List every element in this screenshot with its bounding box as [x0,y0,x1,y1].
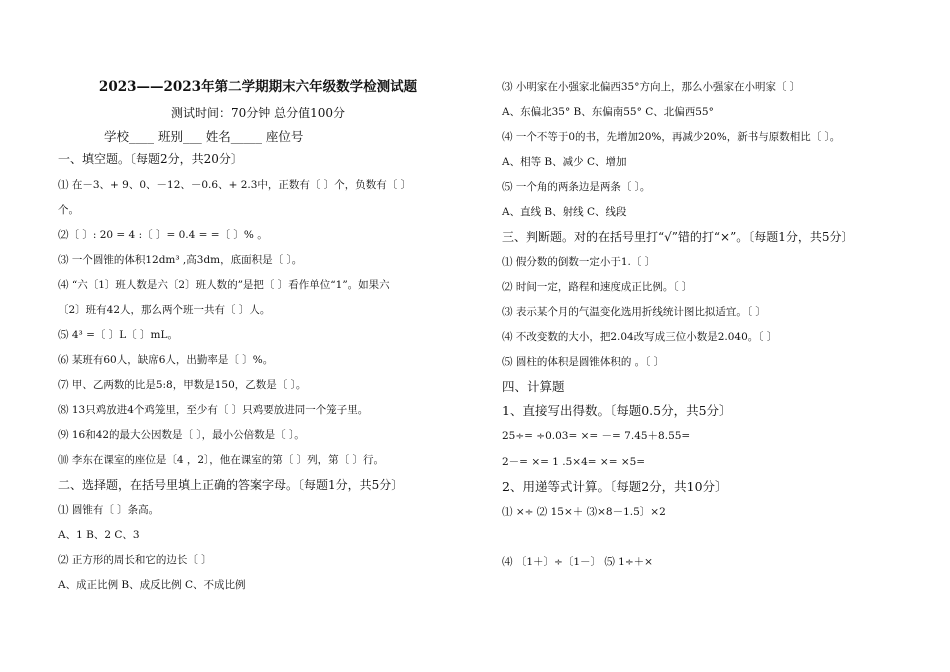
left-line-1: 一、填空题。〔每题2分，共20分〕 [58,152,243,166]
right-line-14: 1、直接写出得数。〔每题0.5分，共5分〕 [502,403,732,418]
left-line-9: ⑹ 某班有60人，缺席6人，出勤率是〔 〕%。 [58,354,274,366]
right-line-10: ⑶ 表示某个月的气温变化选用折线统计图比拟适宜。〔 〕 [502,306,766,318]
student-info-line: 学校____ 班别___ 姓名_____ 座位号 [104,129,304,144]
left-line-2: ⑴ 在－3、+ 9、0、－12、－0.6、+ 2.3中，正数有〔 〕个，负数有〔 〕 [58,179,412,191]
left-line-13: ⑽ 李东在课室的座位是〔4 ，2〕，他在课室的第〔 〕列，第〔 〕行。 [58,454,384,466]
right-line-8: ⑴ 假分数的倒数一定小于1.〔 〕 [502,256,656,268]
left-line-12: ⑼ 16和42的最大公因数是〔 〕，最小公倍数是〔 〕。 [58,429,305,441]
right-line-13: 四、计算题 [502,379,565,394]
right-line-12: ⑸ 圆柱的体积是圆锥体积的 。〔 〕 [502,356,665,368]
left-line-5: ⑶ 一个圆锥的体积12dm³ ,高3dm，底面积是〔 〕。 [58,254,303,266]
left-line-8: ⑸ 4³ =〔 〕L〔 〕mL。 [58,329,178,341]
exam-subtitle: 测试时间：70分钟 总分值100分 [171,106,345,120]
left-line-6: ⑷ “六〔1〕班人数是六〔2〕班人数的”是把〔 〕看作单位“1”。如果六 [58,279,390,291]
right-line-1: ⑶ 小明家在小强家北偏西35°方向上，那么小强家在小明家〔 〕 [502,81,801,93]
exam-title: 2023——2023年第二学期期末六年级数学检测试题 [98,79,418,95]
right-line-3: ⑷ 一个不等于0的书，先增加20%，再减少20%，新书与原数相比〔 〕。 [502,131,841,143]
right-line-15: 25÷= ÷0.03= ×= －= 7.45＋8.55= [502,430,691,442]
left-line-15: ⑴ 圆锥有〔 〕条高。 [58,504,160,516]
left-line-14: 二、选择题，在括号里填上正确的答案字母。〔每题1分，共5分〕 [58,478,404,492]
right-line-5: ⑸ 一个角的两条边是两条〔 〕。 [502,181,651,193]
left-line-3: 个。 [58,204,79,216]
left-line-4: ⑵〔 〕: 20 = 4 :〔 〕= 0.4 = =〔 〕% 。 [58,229,268,241]
right-line-4: A、相等 B、减少 C、增加 [502,156,627,168]
left-line-11: ⑻ 13只鸡放进4个鸡笼里，至少有〔 〕只鸡要放进同一个笼子里。 [58,404,369,416]
left-line-18: A、成正比例 B、成反比例 C、不成比例 [58,579,246,591]
right-line-7: 三、判断题。对的在括号里打“√”错的打“×”。〔每题1分，共5分〕 [502,230,854,244]
right-line-16: 2－= ×= 1 .5×4= ×= ×5= [502,456,646,468]
left-line-17: ⑵ 正方形的周长和它的边长〔 〕 [58,554,212,566]
right-line-9: ⑵ 时间一定，路程和速度成正比例。〔 〕 [502,281,693,293]
left-line-16: A、1 B、2 C、3 [58,529,140,541]
right-line-11: ⑷ 不改变数的大小，把2.04改写成三位小数是2.040。〔 〕 [502,331,778,343]
right-line-2: A、东偏北35° B、东偏南55° C、北偏西55° [502,106,714,118]
right-line-18: ⑴ ×÷ ⑵ 15×＋ ⑶×8－1.5〕×2 [502,506,666,518]
right-line-6: A、直线 B、射线 C、线段 [502,206,627,218]
left-line-7: 〔2〕班有42人，那么两个班一共有〔 〕人。 [58,304,271,316]
right-line-19: ⑷ 〔1＋〕÷〔1－〕 ⑸ 1÷＋× [502,556,653,568]
left-line-10: ⑺ 甲、乙两数的比是5:8，甲数是150，乙数是〔 〕。 [58,379,307,391]
right-line-17: 2、用递等式计算。〔每题2分，共10分〕 [502,479,728,494]
